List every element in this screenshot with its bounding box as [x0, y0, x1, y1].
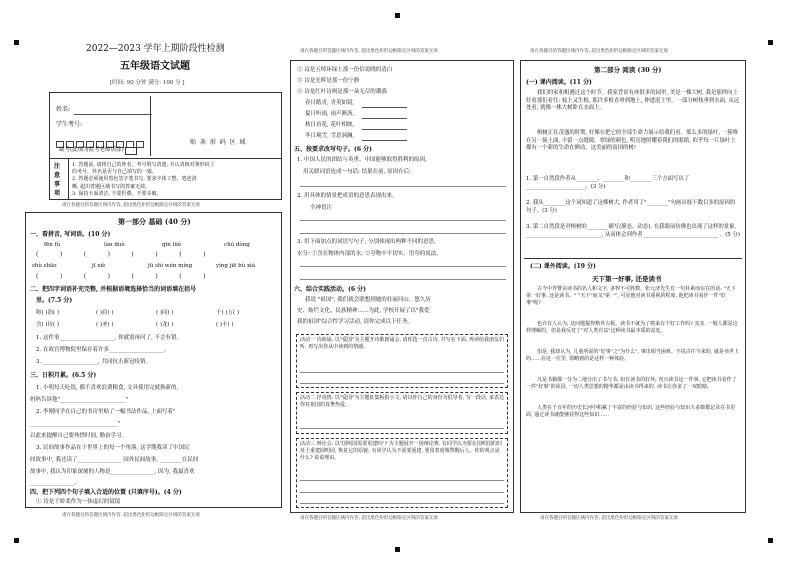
notice-item: 2. 答题必须使用黑色签字笔书写, 要求字体工整、笔迹清 — [72, 176, 197, 183]
answer-blanks[interactable]: ( ) ( ) ( ) ( ) — [36, 273, 208, 280]
pinyin: shù shāo — [32, 263, 57, 269]
answer-area-note: 请在各题目的答题区域内作答, 超出黑色矩形边框限定区域的答案无效 — [300, 516, 438, 521]
q3-item: 3. 民间故事作品在于世界上的每一个角落, 这学期我读了中国民 — [36, 445, 190, 451]
absent-checkbox[interactable] — [125, 147, 137, 155]
q5-title: 五、按要求改写句子。(6 分) — [294, 146, 372, 153]
poem-line: ④ 诗是红叶诗则是那一朵无尽的潮淌 — [297, 89, 387, 95]
q4-item: ① 诗是千娇柔作为一抹虚幻的镜镜 — [36, 499, 121, 505]
corner-marker — [395, 13, 400, 18]
q5-item: 水分: ①含在物体内部的水; ②夸物中不切实、语夸的说法。 — [297, 251, 442, 257]
q5-item: 全神贯注 — [310, 205, 333, 211]
notice-item: 1. 答题前, 请将自己的姓名、考号填写清楚, 并认真核对条形码上 — [72, 162, 215, 168]
q2-title: 二、把四字词语补充完整, 并根据语境选择恰当的词语填在括号 — [30, 286, 197, 293]
pinyin: fēn fù — [44, 242, 61, 248]
read1-para: 我们的家和相遇过这个时节。我家背景有座很多的园里, 美是一棵大树, 我是那样向上好看那们看往: 枝上又生根, 那许多根直垂到地上, 伸进泥土里。一部分树枝垂到水面, 从远处看, 就像一株大树卧在水面上。 — [526, 90, 740, 112]
activity2-text: 活动二 抒真情: 以"爱国"为主题征集板报小文, 请以你自己的身份为倡导者, 写一段话, 来表达你对祖国的真挚热爱。 — [300, 395, 505, 408]
read1-question: 1. 第一自然段作者从________、________和________三个方面写出了______________________。(3 分) — [526, 176, 690, 190]
q3-item: ________________________________" — [30, 421, 121, 427]
read2-title: (二) 课外阅读。(19 分) — [530, 263, 596, 270]
read1-question: 3. 第二自然段是对榕树的________描写(静态、动态), 在我眼前仿佛也出现了这样的景象, ____________________________, 从而体会到作者____________________________ 。(5 分) — [526, 224, 740, 238]
pinyin: làn duò — [104, 242, 125, 248]
idiom-blank[interactable]: ( )同( ) — [156, 310, 174, 316]
idiom-blank[interactable]: ( )圣( ) — [96, 322, 114, 328]
corner-marker — [14, 538, 19, 543]
idiom-blank[interactable]: 呕( )沥( ) — [36, 310, 60, 316]
activity3-text: 活动三 辩论会: 以"国明国需要更建吗"? 为主题展开一场辩论赛, 有同学认为要在国明国的旧址上重建圆明园, 恢复它的原貌; 有同学认为不需要重建, 要留着废墟警醒后人。你的观点是什么? 说说理由。 — [300, 441, 502, 461]
q3-item: 1. 小明每天吃饭, 都不喜欢浪费粮食, 文具使用完就换新的, — [36, 385, 179, 391]
pinyin: jū shì wén míng — [148, 263, 193, 269]
pinyin: yíng jiē bù xiá — [216, 263, 256, 269]
notice-item: 3. 保持卡面清洁, 不要折叠、不要弄破。 — [72, 190, 162, 197]
idiom-blank[interactable]: 含( )待( ) — [36, 322, 60, 328]
read2-para: 古今中外赞美读书的名人和文字, 多得不可胜数。张元济先生有一句朴素而实在的话: "天下第一好事, 还是读书。" "天下"而又"第一", 可见他对读书重视的程度, 他把读书看作一件"好事"呢? — [526, 286, 736, 306]
notice-list — [72, 162, 215, 198]
answer-area-note: 请在各题目的答题区域内作答, 超出黑色矩形边框限定区域的答案无效 — [530, 49, 668, 54]
notice-head: 注 意 事 项 — [54, 163, 61, 197]
q5-item: 3. 用下面加点的词语写句子, 分别体现出两种不同的意思。 — [297, 239, 440, 245]
read2-para: 凡是书籍都一分为二地分出了书与书, 如有读书的好坏; 况且读书这一件事, 它把读书看作了一件"好事"的原因, 一切人类思想的精华都是由读书得来的, 读书让你多了一双眼睛。 — [526, 377, 737, 390]
poem-line: ③ 诗是光晖是那一份宁静 — [297, 78, 360, 84]
pinyin: chú dòng — [224, 242, 250, 248]
pinyin: jī xiè — [92, 263, 106, 269]
corner-marker — [768, 538, 773, 543]
answer-area-note: 请在各题目的答题区域内作答, 超出黑色矩形边框限定区域的答案无效 — [62, 203, 200, 208]
q6-title: 六、综合实践活动。(6 分) — [294, 286, 366, 293]
notice-item: 晰, 超出答题区域书写的答案无效。 — [72, 183, 151, 190]
corner-marker — [768, 40, 773, 45]
poem-line: 夏日听雨, 雨声淅沥, — [305, 111, 355, 117]
idiom-blank[interactable]: ( )龙( ) — [156, 322, 174, 328]
read1-para: 榕树正在茂盛的时期, 好像在把它的全部生命力展示给我们看。那么多的绿叶, 一簇堆在另一簇上面, 不留一点缝隙。翠绿的颜色, 明亮地照耀着我们的眼睛, 似乎每一片绿叶上都有一个新的生命在颤动。这美丽的南国的树! — [526, 130, 738, 152]
read1-question: 2. 我从________这个词知道了这棵树大, 作者用了"________"句画出枝干数目多的原因的句子。(3 分) — [526, 200, 736, 214]
pinyin: qīn lüè — [162, 242, 182, 248]
answer-blanks[interactable]: ( ) ( ) ( ) ( ) — [36, 251, 208, 258]
q3-item: 2. 李刚同学在自己的书房里贴了一幅书法作品, 上面写着" — [36, 409, 176, 415]
read1-title: (一) 课内阅读。(11 分) — [526, 79, 592, 86]
barcode-label: 贴 条 形 码 区 域 — [190, 139, 247, 146]
name-label: 姓名: — [56, 106, 71, 113]
absent-label: 缺考(此项为监考老师填涂) — [59, 147, 124, 153]
q6-intro: 史、灿烂文化、民族精神……为此, 学校开展了以"我爱 — [297, 308, 430, 314]
q2-title-cont: 里。(7.5 分) — [36, 297, 73, 304]
exam-title: 2022—2023 学年上期阶段性检测 — [86, 44, 225, 54]
q3-item: 故事中, 我认为印象深刻的人物是________________, 因为, 我最喜欢 — [30, 469, 195, 475]
barcode-area — [150, 96, 281, 156]
part1-title: 第一部分 基础 (40 分) — [118, 217, 191, 226]
q6-intro: 我说 "祖国", 我们就会联想到她的壮丽河山、悠久历 — [305, 297, 431, 303]
q5-item: 1. 中国人民的团结与英勇。中国能够取得胜利的原因。 — [297, 157, 431, 163]
activity1-text: 活动一 诗朗诵: 以"爱国"为主题开诗歌朗诵会, 请你选一首古诗, 并写在下面, 再读给我朋友们听, 再写出你从中读到的情感。 — [300, 337, 505, 350]
q3-item: 间故事中, 我还读了________________ 国外民间故事, ________在民间 — [30, 457, 199, 463]
read2-para: 人类在千百年的历史长河中积累了丰富的经验与知识, 这些经验与知识大多数都记录在书里面, 通过读书就能够获得这些知识…… — [526, 405, 736, 418]
idiom-blank[interactable]: ( )丰( ) — [216, 322, 234, 328]
q3-item: ________________。 — [30, 480, 80, 486]
notice-item: 的考号、姓名是否与自己填写的一致。 — [72, 169, 158, 176]
read2-para: 但是, 我却认为, 儿童所说的"好事"之"为什么", 事出相当困难。不说古往今来的, 就是举世上的……在这一位里, 领略到的是这样一种体验。 — [526, 349, 739, 362]
corner-marker — [14, 40, 19, 45]
poem-line: 冬日观雪, 雪意洞澜, — [305, 133, 355, 139]
poem-line: 春日踏青, 青英如镜, — [305, 100, 355, 106]
student-id-label: 学生考号: — [56, 121, 83, 128]
q3-title: 三、日积月累。(6.5 分) — [30, 372, 97, 379]
exam-subtitle: 五年级语文试题 — [120, 61, 190, 72]
q3-item: 以此来提醒自己要珍惜时间, 勤奋学习。 — [30, 433, 127, 439]
exam-meta: [时间: 90 分钟 满分: 100 分 ] — [110, 80, 185, 86]
q2-item: 2. 在故宫博物院里保存着许多____________________。 — [36, 347, 170, 353]
corner-marker — [395, 547, 400, 552]
q2-item: 1. 这件事____________________, 你就别再问了, 不会有错。 — [36, 335, 182, 341]
q1-title: 一、看拼音, 写词语。(10 分) — [30, 231, 111, 238]
q3-item: 妈妈告诉他"________________________" — [30, 397, 129, 403]
q6-intro: 我的祖国"综合性学习活动, 请你完成以下任务。 — [297, 319, 414, 325]
answer-area-note: 请在各题目的答题区域内作答, 超出黑色矩形边框限定区域的答案无效 — [62, 513, 200, 518]
part2-title: 第二部分 阅读 (30 分) — [594, 66, 662, 74]
q4-title: 四、把下列四个句子填入合适的位置 (只填序号)。(4 分) — [30, 489, 182, 496]
idiom-blank[interactable]: 千( )万( ) — [216, 310, 240, 316]
idiom-blank[interactable]: ( )肩( ) — [96, 310, 114, 316]
q2-item: 3. ____________________, 共同抗击新冠疫情。 — [36, 359, 151, 365]
q5-item: 用关联词语连成一句话: 结果在前, 原因在后: — [303, 169, 411, 175]
poem-line: 秋日看花, 花叶相映, — [305, 122, 355, 128]
answer-area-note: 请在各题目的答题区域内作答, 超出黑色矩形边框限定区域的答案无效 — [540, 516, 678, 521]
poem-line: ② 诗是五绰环绿上那一份信说晓的清白 — [297, 67, 393, 73]
answer-area-note: 请在各题目的答题区域内作答, 超出黑色矩形边框限定区域的答案无效 — [300, 49, 438, 54]
q5-item: 2. 用具体的情景把成语的意思表现出来。 — [297, 193, 398, 199]
read2-heading: 天下第一好事, 还是读书 — [592, 275, 662, 283]
read2-para: 也许有人认为, 这问题提得格外古板。读书不就为了将来有个好工作吗? 其实, 一般人都是这样理解的。但是我反对了"对人类有益"这种读书最本质的益处。 — [526, 321, 738, 334]
